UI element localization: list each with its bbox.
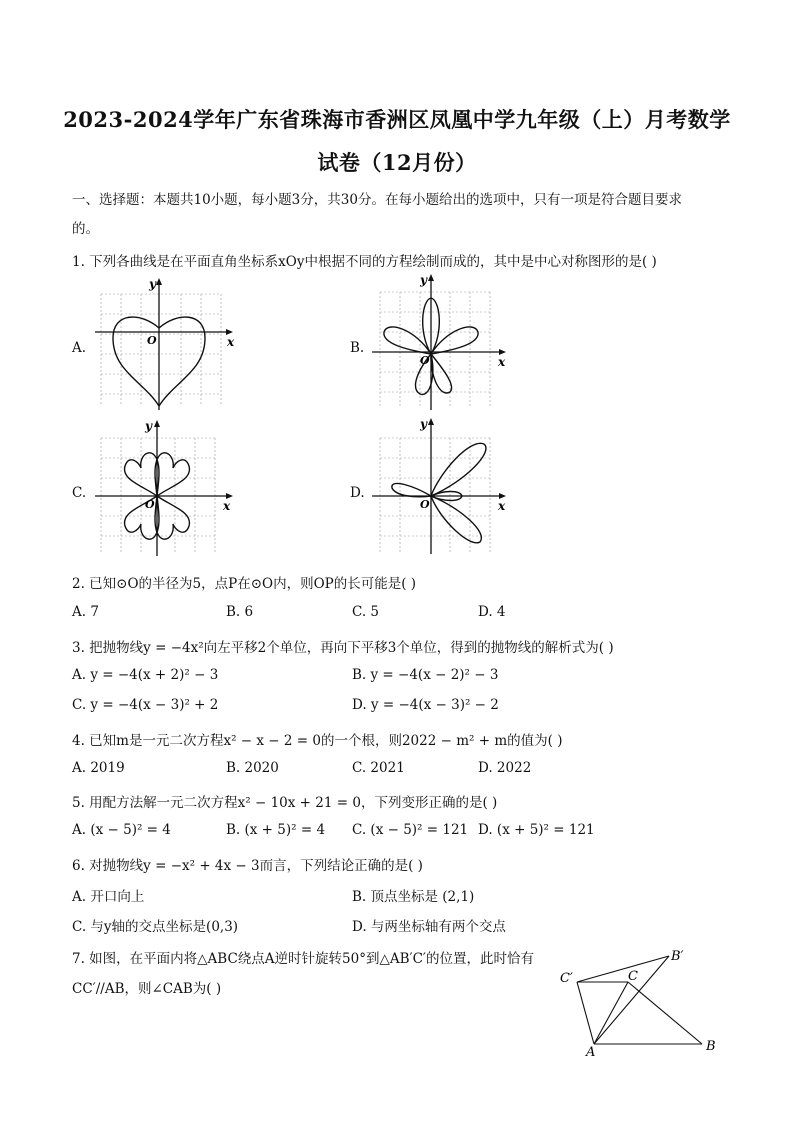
q6-option-d: D. 与两坐标轴有两个交点 <box>352 919 506 935</box>
question-2-stem: 2. 已知⊙O的半径为5，点P在⊙O内，则OP的长可能是( ) <box>72 576 417 592</box>
q3-option-c: C. y = −4(x − 3)² + 2 <box>72 697 219 713</box>
q1-graph-d-three-loop <box>370 416 515 556</box>
q1-a-origin-label: O <box>147 334 157 347</box>
section-heading-line1: 一、选择题：本题共10小题，每小题3分，共30分。在每小题给出的选项中，只有一项是符合题目要求 <box>72 192 682 208</box>
q1-c-origin-label: O <box>145 498 155 511</box>
q1-graph-b-five-petal <box>370 272 515 412</box>
q4-option-b: B. 2020 <box>226 760 279 776</box>
q3-option-b: B. y = −4(x − 2)² − 3 <box>352 667 499 683</box>
page-title-line1: 2023-2024学年广东省珠海市香洲区凤凰中学九年级（上）月考数学 <box>63 107 731 132</box>
q5-option-c: C. (x − 5)² = 121 <box>352 822 469 838</box>
q5-option-b: B. (x + 5)² = 4 <box>226 822 326 838</box>
q1-b-y-label: y <box>420 273 427 287</box>
q7-point-a: A <box>586 1045 596 1060</box>
q1-c-x-label: x <box>223 499 231 513</box>
q1-d-origin-label: O <box>420 498 430 511</box>
page-title-line2: 试卷（12月份） <box>317 150 477 175</box>
q1-c-y-label: y <box>145 419 152 433</box>
q6-option-b: B. 顶点坐标是 (2,1) <box>352 889 475 905</box>
q1-d-y-label: y <box>420 417 427 431</box>
q3-option-a: A. y = −4(x + 2)² − 3 <box>72 667 219 683</box>
q2-option-a: A. 7 <box>72 604 99 620</box>
q1-a-x-label: x <box>227 335 235 349</box>
question-1-stem: 1. 下列各曲线是在平面直角坐标系xOy中根据不同的方程绘制而成的，其中是中心对称图形的是( ) <box>72 254 657 270</box>
q7-rotation-triangle-figure <box>552 942 732 1060</box>
q1-b-x-label: x <box>498 355 506 369</box>
q1-b-origin-label: O <box>420 354 430 367</box>
question-3-stem: 3. 把抛物线y = −4x²向左平移2个单位，再向下平移3个单位，得到的抛物线的解析式为( ) <box>72 640 614 656</box>
q2-option-c: C. 5 <box>352 604 380 620</box>
q2-option-d: D. 4 <box>478 604 506 620</box>
q6-option-a: A. 开口向上 <box>72 889 145 905</box>
q1-graph-a-heart <box>93 276 238 411</box>
q7-point-b-prime: B′ <box>671 949 684 964</box>
q1-d-x-label: x <box>498 499 506 513</box>
q2-option-b: B. 6 <box>226 604 254 620</box>
q4-option-a: A. 2019 <box>72 760 125 776</box>
question-6-stem: 6. 对抛物线y = −x² + 4x − 3而言，下列结论正确的是( ) <box>72 858 423 874</box>
q1-graph-c-four-heart-leaf <box>93 418 238 558</box>
q3-option-d: D. y = −4(x − 3)² − 2 <box>352 697 499 713</box>
q4-option-c: C. 2021 <box>352 760 405 776</box>
q5-option-a: A. (x − 5)² = 4 <box>72 822 171 838</box>
q1-label-a: A. <box>72 340 87 356</box>
question-4-stem: 4. 已知m是一元二次方程x² − x − 2 = 0的一个根，则2022 − m² + m的值为( ) <box>72 733 563 749</box>
q7-point-c-prime: C′ <box>560 971 573 986</box>
question-5-stem: 5. 用配方法解一元二次方程x² − 10x + 21 = 0，下列变形正确的是( ) <box>72 795 498 811</box>
q1-label-b: B. <box>350 340 365 356</box>
q7-point-c: C <box>628 969 638 984</box>
question-7-stem-line2: CC′//AB，则∠CAB为( ) <box>72 981 222 997</box>
q1-label-c: C. <box>72 485 87 501</box>
q5-option-d: D. (x + 5)² = 121 <box>478 822 595 838</box>
q6-option-c: C. 与y轴的交点坐标是(0,3) <box>72 919 239 935</box>
q1-label-d: D. <box>350 485 365 501</box>
question-7-stem-line1: 7. 如图，在平面内将△ABC绕点A逆时针旋转50°到△AB′C′的位置，此时恰有 <box>72 951 534 967</box>
q1-a-y-label: y <box>149 277 156 291</box>
section-heading-line2: 的。 <box>72 221 99 237</box>
q7-point-b: B <box>706 1039 716 1054</box>
q4-option-d: D. 2022 <box>478 760 532 776</box>
